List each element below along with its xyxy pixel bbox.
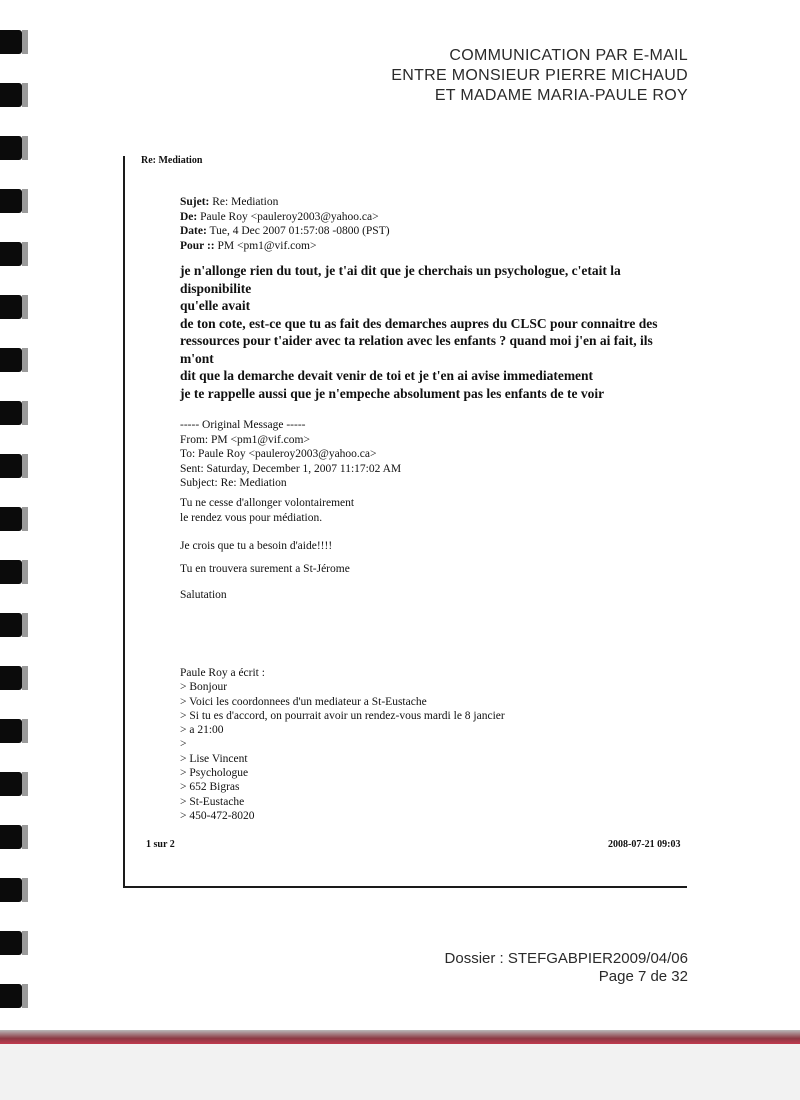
reply-line: dit que la demarche devait venir de toi et je t'en ai avise immediatement xyxy=(180,368,594,383)
quoted-line: > Si tu es d'accord, on pourrait avoir un rendez-vous mardi le 8 jancier xyxy=(180,709,505,722)
subject-key: Sujet: xyxy=(180,196,210,208)
date-key: Date: xyxy=(180,225,207,237)
original-sent: Sent: Saturday, December 1, 2007 11:17:02 AM xyxy=(180,462,402,475)
dossier-page: Page 7 de 32 xyxy=(598,968,688,985)
quoted-line: > 652 Bigras xyxy=(180,781,240,794)
header-line-3: ET MADAME MARIA-PAULE ROY xyxy=(434,87,688,104)
original-separator: ----- Original Message ----- xyxy=(180,419,306,431)
reply-line: je te rappelle aussi que je n'empeche absolument pas les enfants de te voir xyxy=(180,385,605,401)
original-subject: Subject: Re: Mediation xyxy=(180,477,287,489)
date-value: Tue, 4 Dec 2007 01:57:08 -0800 (PST) xyxy=(206,225,390,237)
dossier-footer xyxy=(445,950,688,986)
page-bottom-edge xyxy=(0,1030,800,1044)
quoted-line: > 450-472-8020 xyxy=(180,809,255,822)
original-paragraph-4: Salutation xyxy=(180,589,227,601)
quoted-message xyxy=(180,666,505,823)
reply-line: je n'allonge rien du tout, je t'ai dit que je cherchais un psychologue, c'etait la disponibilite xyxy=(180,263,621,296)
quoted-line: Paule Roy a écrit : xyxy=(180,667,265,679)
original-message-headers xyxy=(180,418,401,491)
original-from: From: PM <pm1@vif.com> xyxy=(180,433,310,446)
scan-background xyxy=(0,1044,800,1100)
header-line-1: COMMUNICATION PAR E-MAIL xyxy=(449,47,688,64)
spiral-binding xyxy=(0,0,30,1060)
original-paragraph-1 xyxy=(180,496,354,525)
sheet-page-number: 1 sur 2 xyxy=(146,839,175,850)
quoted-line: > St-Eustache xyxy=(180,795,245,808)
quoted-line: > Psychologue xyxy=(180,767,249,780)
to-value: PM <pm1@vif.com> xyxy=(214,239,317,252)
dossier-reference: Dossier : STEFGABPIER2009/04/06 xyxy=(444,950,688,967)
reply-body xyxy=(180,262,670,402)
document-header xyxy=(391,46,688,106)
subject-value: Re: Mediation xyxy=(209,196,279,208)
reply-headers xyxy=(180,195,390,253)
header-line-2: ENTRE MONSIEUR PIERRE MICHAUD xyxy=(391,67,688,84)
original-paragraph-3: Tu en trouvera surement a St-Jérome xyxy=(180,563,350,575)
reply-line: qu'elle avait xyxy=(180,298,251,313)
quoted-line: > a 21:00 xyxy=(180,724,224,737)
original-to: To: Paule Roy <pauleroy2003@yahoo.ca> xyxy=(180,448,377,460)
original-body-line: le rendez vous pour médiation. xyxy=(180,511,323,524)
reply-date xyxy=(180,224,390,239)
original-paragraph-2: Je crois que tu a besoin d'aide!!!! xyxy=(180,540,333,552)
reply-subject xyxy=(180,195,390,210)
sheet-top-label: Re: Mediation xyxy=(141,155,203,166)
reply-from xyxy=(180,210,390,225)
reply-line: de ton cote, est-ce que tu as fait des demarches aupres du CLSC pour connaitre des xyxy=(180,315,658,331)
reply-line: ressources pour t'aider avec ta relation avec les enfants ? quand moi j'en ai fait, ils m'ont xyxy=(180,333,653,366)
reply-to xyxy=(180,239,390,254)
sheet-print-timestamp: 2008-07-21 09:03 xyxy=(608,839,681,850)
quoted-line: > Voici les coordonnees d'un mediateur a St-Eustache xyxy=(180,695,427,708)
quoted-line: > xyxy=(180,738,187,751)
original-body-line: Tu ne cesse d'allonger volontairement xyxy=(180,497,355,509)
from-value: Paule Roy <pauleroy2003@yahoo.ca> xyxy=(197,210,379,223)
to-key: Pour :: xyxy=(180,239,215,252)
quoted-line: > Lise Vincent xyxy=(180,752,248,765)
from-key: De: xyxy=(180,210,198,223)
quoted-line: > Bonjour xyxy=(180,681,228,694)
